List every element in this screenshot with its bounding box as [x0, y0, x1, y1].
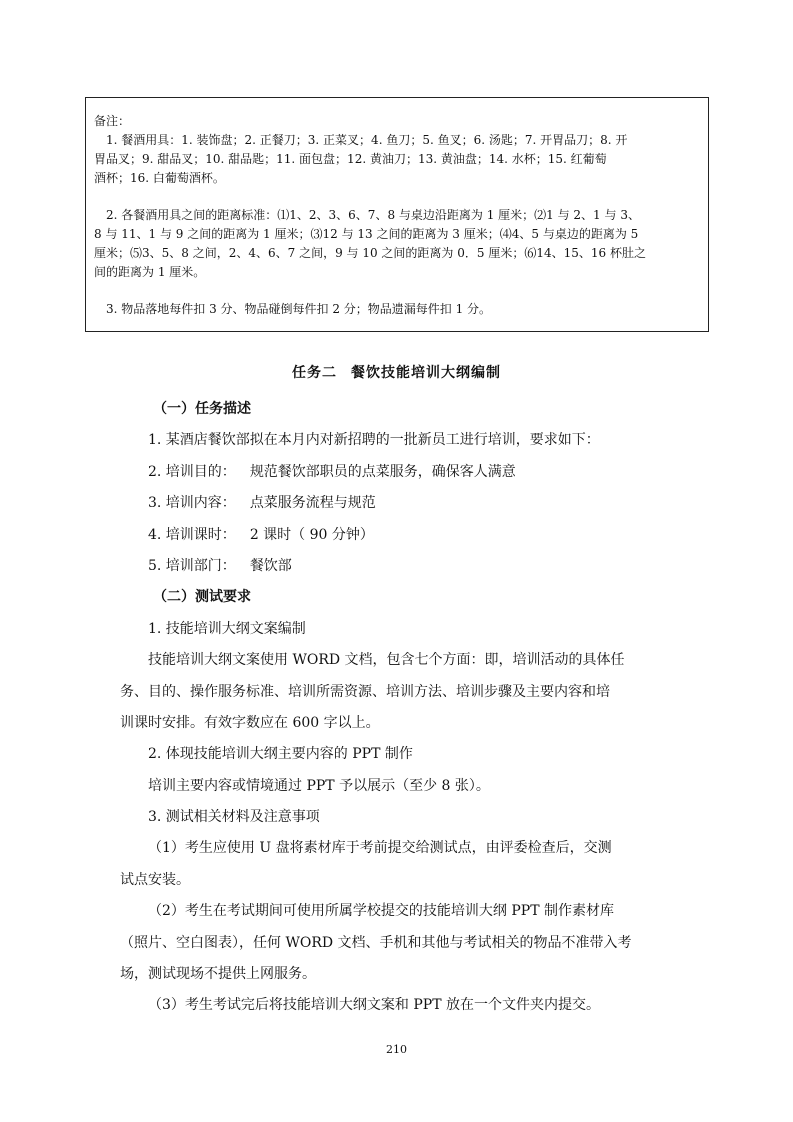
- notes-item1-line3: 酒杯；16. 白葡萄酒杯。: [94, 171, 225, 185]
- content-value: 点菜服务流程与规范: [249, 495, 376, 512]
- req1-text-line3: 训课时安排。有效字数应在 600 字以上。: [120, 714, 380, 731]
- notes-item2-line4: 间的距离为 1 厘米。: [94, 265, 206, 279]
- notes-item2-line3: 厘米；⑸3、5、8 之间，2、4、6、7 之间，9 与 10 之间的距离为 0．5 厘米；⑹14、15、16 杯肚之: [94, 246, 646, 260]
- dept-line: [120, 551, 692, 582]
- req1-text-line1: 技能培训大纲文案使用 WORD 文档，包含七个方面：即，培训活动的具体任: [148, 652, 625, 669]
- req3-item2-line1: （2）考生在考试期间可使用所属学校提交的技能培训大纲 PPT 制作素材库: [148, 903, 614, 920]
- task-title: [0, 362, 793, 382]
- notes-item2-line2: 8 与 11、1 与 9 之间的距离为 1 厘米；⑶12 与 13 之间的距离为 3 厘米；⑷4、5 与桌边的距离为 5: [94, 227, 639, 241]
- goal-label: 2. 培训目的：: [148, 463, 236, 480]
- hours-value: 2 课时（ 90 分钟）: [249, 526, 374, 543]
- req3-item1-line1: （1）考生应使用 U 盘将素材库于考前提交给测试点，由评委检查后，交测: [148, 840, 612, 857]
- req3-item3-line1: （3）考生考试完后将技能培训大纲文案和 PPT 放在一个文件夹内提交。: [148, 997, 600, 1014]
- hours-label: 4. 培训课时：: [148, 526, 236, 543]
- req1-text-line2: 务、目的、操作服务标准、培训所需资源、培训方法、培训步骤及主要内容和培: [120, 683, 610, 700]
- desc-line1: 1. 某酒店餐饮部拟在本月内对新招聘的一批新员工进行培训，要求如下：: [148, 432, 600, 449]
- task-content: [120, 394, 692, 1022]
- notes-heading: 备注：: [94, 114, 131, 128]
- hours-line: [120, 520, 692, 551]
- req3-item2-line3: 场，测试现场不提供上网服务。: [120, 966, 316, 983]
- page-number: 210: [386, 1043, 407, 1056]
- req3-item2-line2: （照片、空白图表），任何 WORD 文档、手机和其他与考试相关的物品不准带入考: [120, 934, 632, 951]
- content-line: [120, 488, 692, 519]
- goal-line: [120, 457, 692, 488]
- req3-item1-line2: 试点安装。: [120, 871, 190, 888]
- dept-label: 5. 培训部门：: [148, 557, 236, 574]
- dept-value: 餐饮部: [249, 557, 292, 574]
- notes-box: [85, 97, 709, 332]
- notes-item1-line1: 1. 餐酒用具：1. 装饰盘；2. 正餐刀；3. 正菜叉；4. 鱼刀；5. 鱼叉；6. 汤匙；7. 开胃品刀；8. 开: [106, 133, 628, 147]
- section2-heading: （二）测试要求: [153, 589, 251, 606]
- task-title-part1: 任务二: [292, 365, 337, 381]
- req2-text: 培训主要内容或情境通过 PPT 予以展示（至少 8 张）。: [148, 777, 490, 794]
- req2-title: 2. 体现技能培训大纲主要内容的 PPT 制作: [148, 746, 413, 763]
- task-title-part2: 餐饮技能培训大纲编制: [351, 365, 501, 381]
- section1-heading: （一）任务描述: [153, 401, 251, 417]
- req3-title: 3. 测试相关材料及注意事项: [148, 809, 320, 826]
- content-label: 3. 培训内容：: [148, 495, 236, 512]
- notes-item2-line1: 2. 各餐酒用具之间的距离标准：⑴1、2、3、6、7、8 与桌边沿距离为 1 厘米；⑵1 与 2、1 与 3、: [106, 208, 640, 222]
- goal-value: 规范餐饮部职员的点菜服务，确保客人满意: [249, 463, 516, 480]
- req1-title: 1. 技能培训大纲文案编制: [148, 620, 306, 637]
- notes-item1-line2: 胃品叉；9. 甜品叉；10. 甜品匙；11. 面包盘；12. 黄油刀；13. 黄油盘；14. 水杯；15. 红葡萄: [94, 152, 607, 166]
- notes-item3-line1: 3. 物品落地每件扣 3 分、物品碰倒每件扣 2 分；物品遗漏每件扣 1 分。: [106, 302, 492, 316]
